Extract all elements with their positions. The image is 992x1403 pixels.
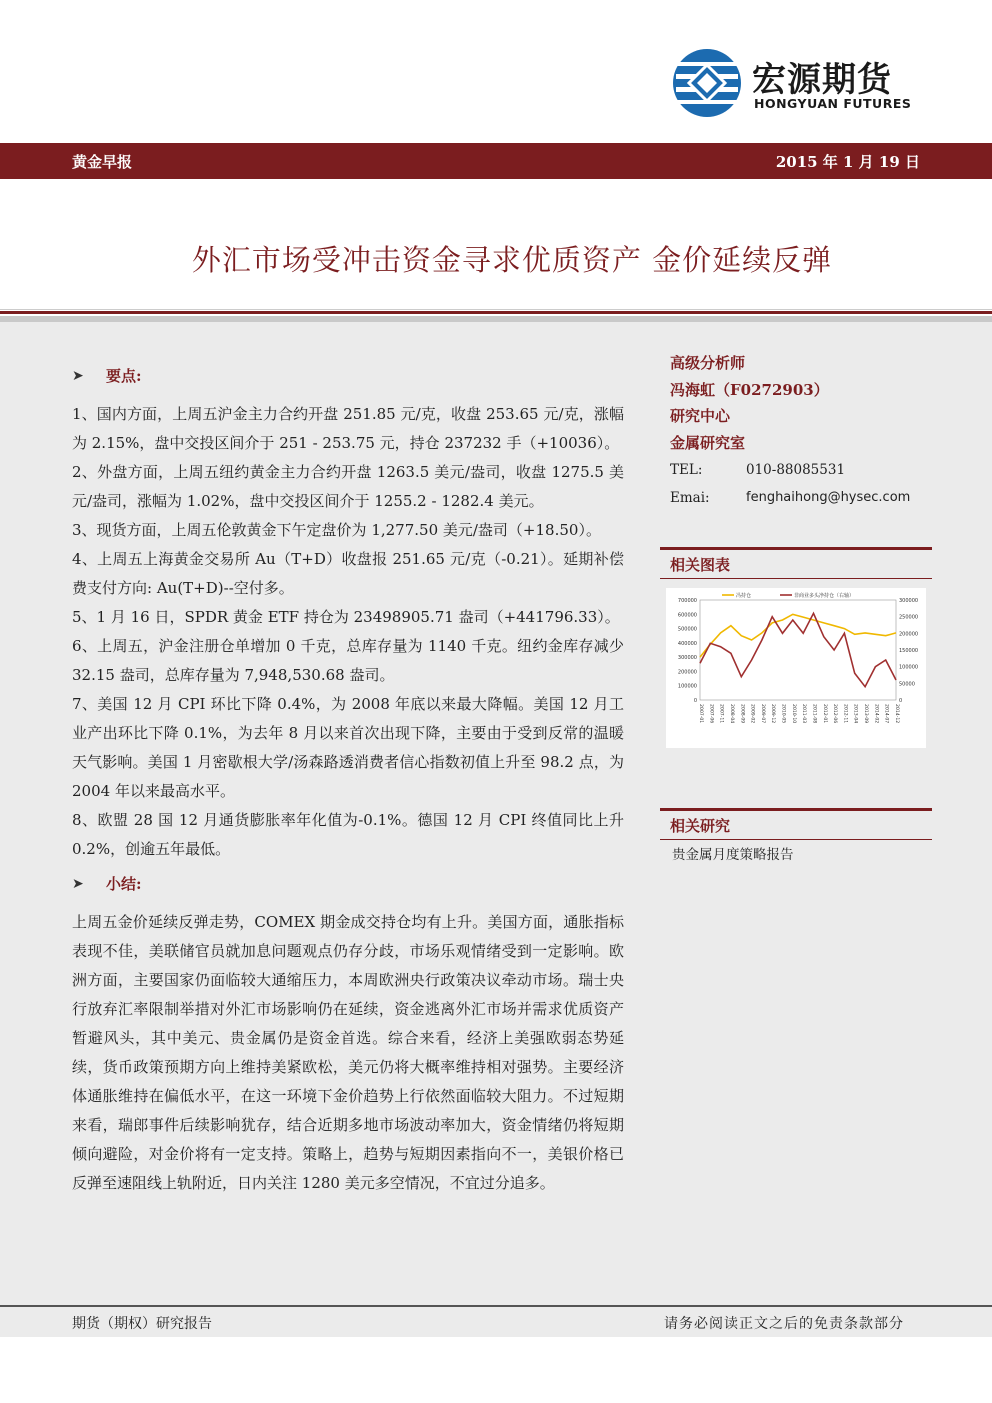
analyst-info xyxy=(670,350,932,456)
x-tick-label: 2008-04 xyxy=(728,704,734,724)
tel-label: TEL: xyxy=(670,462,703,478)
y-right-tick-label: 50000 xyxy=(899,681,915,688)
y-left-tick-label: 600000 xyxy=(677,612,697,619)
y-left-tick-label: 0 xyxy=(693,698,697,704)
legend-label: 冯持仓 xyxy=(736,593,752,599)
chart-section-heading: 相关图表 xyxy=(660,547,932,579)
y-right-tick-label: 200000 xyxy=(899,631,919,638)
y-left-tick-label: 100000 xyxy=(677,683,697,690)
chevron-right-icon: ➤ xyxy=(72,367,84,384)
x-tick-label: 2009-07 xyxy=(759,704,765,724)
key-point: 4、上周五上海黄金交易所 Au（T+D）收盘报 251.65 元/克（-0.21）。延期补偿费支付方向: Au(T+D)--空付多。 xyxy=(72,550,624,597)
hongyuan-logo-icon xyxy=(672,48,742,118)
analyst-title: 高级分析师 xyxy=(670,354,746,372)
summary-heading: ➤ 小结: xyxy=(72,868,624,900)
x-tick-label: 2007-11 xyxy=(718,704,724,724)
chart-container xyxy=(666,588,926,748)
y-left-tick-label: 200000 xyxy=(677,669,697,676)
report-type: 黄金早报 xyxy=(72,153,133,171)
y-left-tick-label: 400000 xyxy=(677,640,697,647)
chevron-right-icon: ➤ xyxy=(72,875,84,892)
x-tick-label: 2012-11 xyxy=(842,704,848,724)
x-tick-label: 2007-06 xyxy=(708,704,714,724)
tel-value: 010-88085531 xyxy=(746,462,846,478)
report-date: 2015 年 1 月 19 日 xyxy=(775,153,920,171)
x-tick-label: 2009-12 xyxy=(770,704,776,724)
x-tick-label: 2010-10 xyxy=(790,704,796,724)
key-point: 6、上周五，沪金注册仓单增加 0 千克，总库存量为 1140 千克。纽约金库存减少 32.15 盎司，总库存量为 7,948,530.68 盎司。 xyxy=(72,637,624,684)
x-tick-label: 2010-05 xyxy=(780,704,786,724)
brand-name-en: HONGYUAN FUTURES xyxy=(754,96,912,111)
summary-text: 上周五金价延续反弹走势，COMEX 期金成交持仓均有上升。美国方面，通胀指标表现不佳，美联储官员就加息问题观点仍存分歧，市场乐观情绪受到一定影响。欧洲方面，主要国家仍面临较大通缩压力，本周欧洲央行政策决议牵动市场。瑞士央行放弃汇率限制举措对外汇市场影响仍在延续，资金逃离外汇市场并需求优质资产暂避风头，其中美元、贵金属仍是资金首选。综合来看，经济上美强欧弱态势延续，货币政策预期方向上维持美紧欧松，美元仍将大概率维持相对强势。主要经济体通胀维持在偏低水平，在这一环境下金价趋势上行依然面临较大阻力。不过短期来看，瑞郎事件后续影响犹存，结合近期多地市场波动率加大，资金情绪仍将短期倾向避险，对金价将有一定支持。策略上，趋势与短期因素指向不一，美银价格已反弹至速阻线上轨附近，日内关注 1280 美元多空情况，不宜过分追多。 xyxy=(72,913,624,1192)
x-tick-label: 2009-02 xyxy=(749,704,755,724)
y-left-tick-label: 700000 xyxy=(677,598,697,604)
footer-right: 请务必阅读正文之后的免责条款部分 xyxy=(664,1316,904,1332)
key-point: 7、美国 12 月 CPI 环比下降 0.4%，为 2008 年底以来最大降幅。美国 12 月工业产出环比下降 0.1%，为去年 8 月以来首次出现下降，主要由于受到反常的温暖天气影响。美国 1 月密歇根大学/汤森路透消费者信心指数初值上升至 98.2 点，为 2004 年以来最高水平。 xyxy=(72,695,624,800)
email-row xyxy=(670,484,932,512)
email-label: Emai: xyxy=(670,490,710,506)
legend-label: 非商业多头净持仓（右轴） xyxy=(794,593,855,599)
brand-name-cn: 宏源期货 xyxy=(752,60,892,100)
x-tick-label: 2012-06 xyxy=(832,704,838,724)
research-section-heading: 相关研究 xyxy=(660,808,932,840)
main-column xyxy=(72,360,624,1198)
brand-logo xyxy=(672,48,922,124)
y-right-tick-label: 150000 xyxy=(899,648,919,654)
x-tick-label: 2014-07 xyxy=(883,704,889,724)
key-points-heading: ➤ 要点: xyxy=(72,360,624,392)
x-tick-label: 2012-01 xyxy=(821,704,827,724)
report-header-bar xyxy=(0,143,992,179)
y-right-tick-label: 0 xyxy=(899,698,903,704)
x-tick-label: 2011-03 xyxy=(801,704,807,724)
x-tick-label: 2011-08 xyxy=(811,704,817,724)
key-point: 3、现货方面，上周五伦敦黄金下午定盘价为 1,277.50 美元/盎司（+18.50）。 xyxy=(72,521,601,539)
email-link[interactable]: fenghaihong@hysec.com xyxy=(746,490,911,505)
x-tick-label: 2007-01 xyxy=(698,704,703,724)
department: 研究中心 xyxy=(670,407,731,425)
holdings-chart xyxy=(666,588,926,748)
tel-row xyxy=(670,456,932,484)
related-research-link[interactable]: 贵金属月度策略报告 xyxy=(672,847,794,863)
page-title: 外汇市场受冲击资金寻求优质资产 金价延续反弹 xyxy=(191,243,833,277)
key-point: 1、国内方面，上周五沪金主力合约开盘 251.85 元/克，收盘 253.65 元/克，涨幅为 2.15%，盘中交投区间介于 251 - 253.75 元，持仓 237232 手（+10036）。 xyxy=(72,405,624,452)
sidebar xyxy=(670,350,932,512)
footer xyxy=(0,1305,992,1337)
x-tick-label: 2008-09 xyxy=(739,704,745,724)
key-point: 8、欧盟 28 国 12 月通货膨胀率年化值为-0.1%。德国 12 月 CPI 终值同比上升 0.2%，创逾五年最低。 xyxy=(72,811,624,858)
divider xyxy=(0,311,992,314)
y-right-tick-label: 100000 xyxy=(899,664,919,671)
y-left-tick-label: 300000 xyxy=(677,655,697,662)
x-tick-label: 2014-02 xyxy=(873,704,879,724)
key-point: 5、1 月 16 日，SPDR 黄金 ETF 持仓为 23498905.71 盎司（+441796.33）。 xyxy=(72,608,620,626)
footer-left: 期货（期权）研究报告 xyxy=(72,1316,212,1332)
x-tick-label: 2013-09 xyxy=(863,704,869,724)
office: 金属研究室 xyxy=(670,433,746,452)
x-tick-label: 2013-04 xyxy=(852,704,858,724)
y-right-tick-label: 250000 xyxy=(899,614,919,621)
analyst-name: 冯海虹（F0272903） xyxy=(670,380,829,399)
key-point: 2、外盘方面，上周五纽约黄金主力合约开盘 1263.5 美元/盎司，收盘 1275.5 美元/盎司，涨幅为 1.02%，盘中交投区间介于 1255.2 - 1282.4 美元。 xyxy=(72,463,624,510)
y-right-tick-label: 300000 xyxy=(899,598,919,604)
x-tick-label: 2014-12 xyxy=(894,704,899,724)
y-left-tick-label: 500000 xyxy=(677,626,697,633)
